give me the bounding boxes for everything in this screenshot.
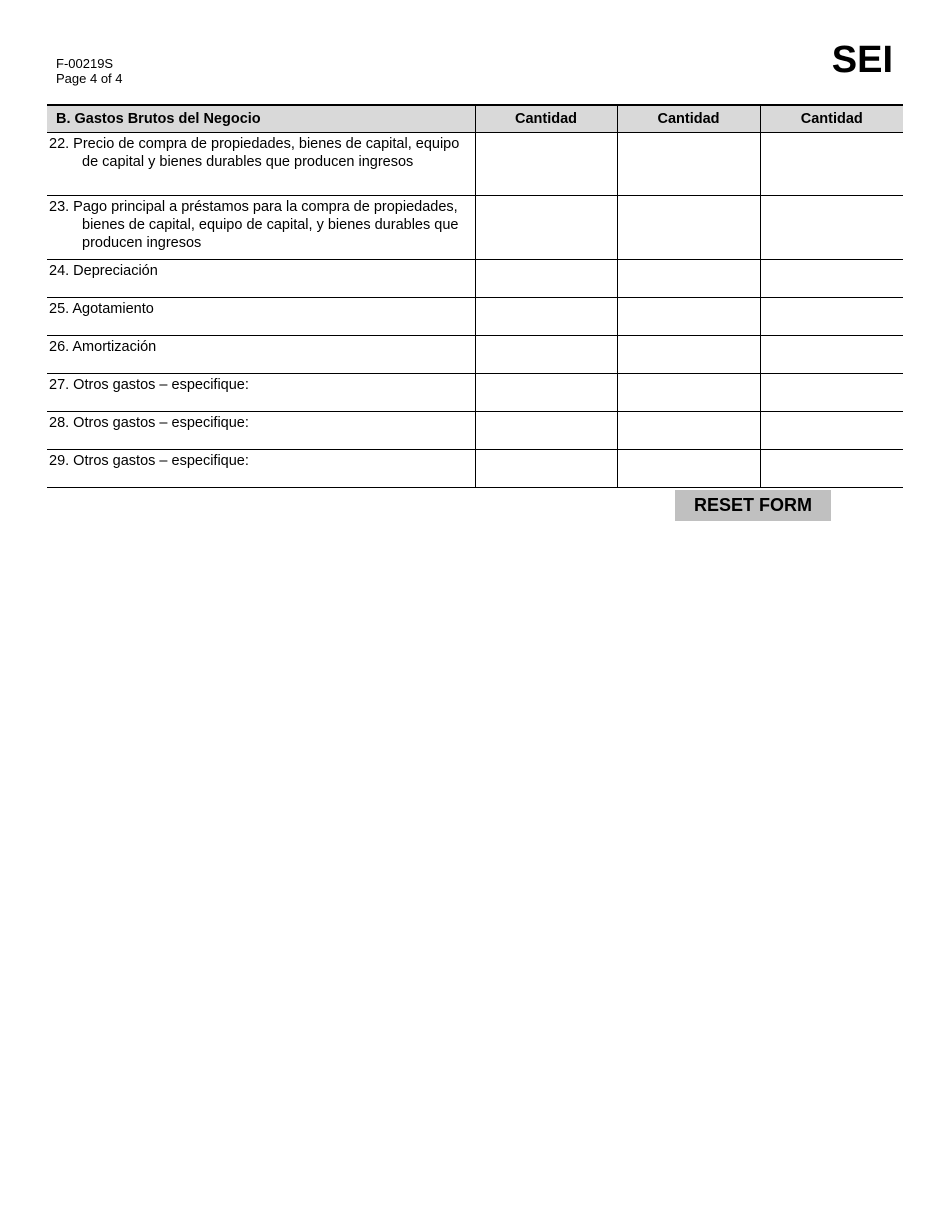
amount-field-29-3[interactable] (760, 450, 903, 488)
row-label: 26. Amortización (47, 336, 475, 374)
amount-field-23-1[interactable] (475, 196, 617, 260)
amount-field-29-2[interactable] (617, 450, 760, 488)
amount-field-25-3[interactable] (760, 298, 903, 336)
amount-header-2: Cantidad (617, 105, 760, 133)
row-label (47, 133, 475, 196)
table-row (47, 298, 903, 336)
row-label (47, 196, 475, 260)
amount-header-3: Cantidad (760, 105, 903, 133)
amount-field-22-1[interactable] (475, 133, 617, 196)
amount-field-25-1[interactable] (475, 298, 617, 336)
row-label-text: 23. Pago principal a préstamos para la compra de propiedades, bienes de capital, equipo de capital, y bienes durables que producen ingresos (49, 199, 459, 251)
row-label: 25. Agotamiento (47, 298, 475, 336)
amount-field-24-1[interactable] (475, 260, 617, 298)
page-indicator: Page 4 of 4 (56, 71, 123, 86)
row-label-text: 22. Precio de compra de propiedades, bienes de capital, equipo de capital y bienes durables que producen ingresos (49, 136, 460, 170)
table-row (47, 412, 903, 450)
form-number: F-00219S (56, 56, 114, 71)
form-id-block (56, 56, 123, 86)
section-title: B. Gastos Brutos del Negocio (47, 105, 475, 133)
table-row (47, 374, 903, 412)
row-label: 27. Otros gastos – especifique: (47, 374, 475, 412)
amount-field-23-3[interactable] (760, 196, 903, 260)
amount-field-28-1[interactable] (475, 412, 617, 450)
row-label: 29. Otros gastos – especifique: (47, 450, 475, 488)
table-header-row (47, 105, 903, 133)
amount-field-29-1[interactable] (475, 450, 617, 488)
amount-field-27-1[interactable] (475, 374, 617, 412)
business-expenses-table (47, 104, 903, 488)
table-row (47, 336, 903, 374)
table-row (47, 196, 903, 260)
amount-field-25-2[interactable] (617, 298, 760, 336)
amount-field-26-1[interactable] (475, 336, 617, 374)
table-row (47, 133, 903, 196)
amount-field-22-2[interactable] (617, 133, 760, 196)
amount-field-22-3[interactable] (760, 133, 903, 196)
amount-field-28-2[interactable] (617, 412, 760, 450)
amount-field-26-2[interactable] (617, 336, 760, 374)
amount-field-23-2[interactable] (617, 196, 760, 260)
amount-field-26-3[interactable] (760, 336, 903, 374)
amount-field-27-2[interactable] (617, 374, 760, 412)
table-row (47, 260, 903, 298)
amount-field-28-3[interactable] (760, 412, 903, 450)
amount-field-24-3[interactable] (760, 260, 903, 298)
amount-field-27-3[interactable] (760, 374, 903, 412)
amount-field-24-2[interactable] (617, 260, 760, 298)
reset-form-button[interactable]: RESET FORM (675, 490, 831, 521)
table-row (47, 450, 903, 488)
amount-header-1: Cantidad (475, 105, 617, 133)
form-abbreviation: SEI (831, 39, 893, 81)
row-label: 28. Otros gastos – especifique: (47, 412, 475, 450)
row-label: 24. Depreciación (47, 260, 475, 298)
